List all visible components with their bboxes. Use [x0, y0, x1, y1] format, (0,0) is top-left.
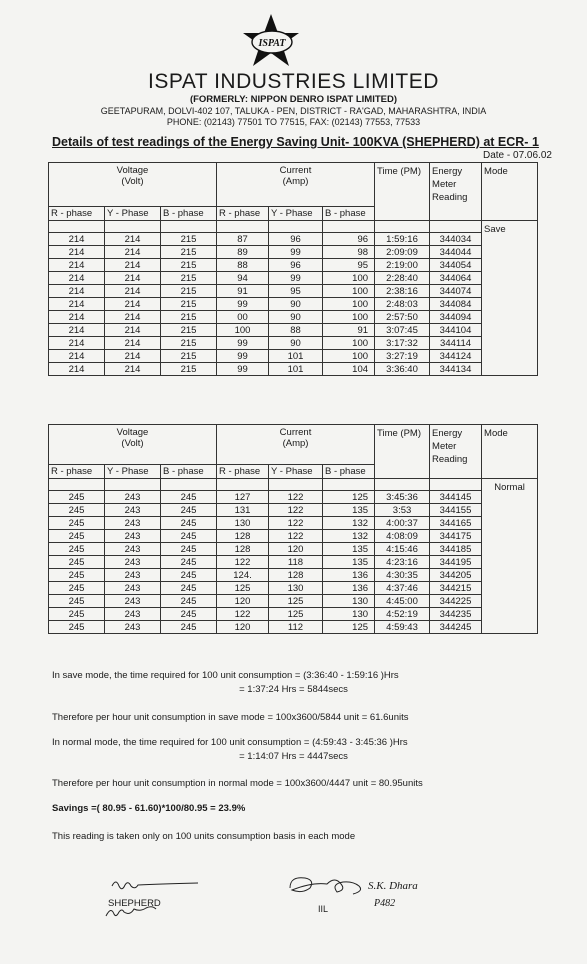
- table-cell: 130: [269, 582, 323, 595]
- table-cell: 130: [323, 608, 375, 621]
- table-cell: 124.: [217, 569, 269, 582]
- table-cell: 245: [161, 621, 217, 634]
- readings-table-normal: [48, 424, 538, 634]
- iil-label: IIL: [318, 904, 329, 914]
- calc-save-duration: = 1:37:24 Hrs = 5844secs: [239, 684, 348, 695]
- table-cell: 99: [217, 298, 269, 311]
- table-cell: 112: [269, 621, 323, 634]
- table-cell: 243: [105, 504, 161, 517]
- table-cell: 88: [269, 324, 323, 337]
- table-cell: 135: [323, 556, 375, 569]
- table-cell: 245: [49, 582, 105, 595]
- table-cell: 4:45:00: [375, 595, 430, 608]
- table-cell: 215: [161, 311, 217, 324]
- table-cell: 245: [161, 582, 217, 595]
- calc-save-per-hour: Therefore per hour unit consumption in save mode = 100x3600/5844 unit = 61.6units: [52, 712, 409, 723]
- table-cell: 4:00:37: [375, 517, 430, 530]
- table-cell: 2:09:09: [375, 246, 430, 259]
- energy-header: Energy Meter Reading: [430, 163, 482, 221]
- voltage-label: Voltage: [116, 427, 149, 438]
- table-cell: 100: [323, 298, 375, 311]
- table-cell: 95: [323, 259, 375, 272]
- table-cell: 90: [269, 337, 323, 350]
- table-cell: 245: [49, 556, 105, 569]
- dhara-name: S.K. Dhara: [368, 880, 418, 892]
- current-header: [217, 425, 375, 465]
- table-cell: 4:23:16: [375, 556, 430, 569]
- table-cell: 4:08:09: [375, 530, 430, 543]
- table-cell: 3:17:32: [375, 337, 430, 350]
- table-cell: 243: [105, 595, 161, 608]
- table-cell: 245: [161, 504, 217, 517]
- table-cell: 3:27:19: [375, 350, 430, 363]
- table-cell: 214: [105, 350, 161, 363]
- table-cell: 245: [161, 608, 217, 621]
- company-formerly: (FORMERLY: NIPPON DENRO ISPAT LIMITED): [189, 94, 398, 105]
- table-cell: 4:15:46: [375, 543, 430, 556]
- table-cell: 215: [161, 272, 217, 285]
- table-cell: 344074: [430, 285, 482, 298]
- table-cell: 243: [105, 608, 161, 621]
- table-cell: 245: [49, 621, 105, 634]
- table-row: [49, 543, 538, 556]
- calc-save-time: In save mode, the time required for 100 unit consumption = (3:36:40 - 1:59:16 )Hrs: [52, 670, 399, 681]
- table-cell: 215: [161, 246, 217, 259]
- table-row: [49, 324, 538, 337]
- table-cell: 214: [49, 246, 105, 259]
- calc-normal-per-hour: Therefore per hour unit consumption in normal mode = 100x3600/4447 unit = 80.95units: [52, 778, 423, 789]
- spacer-row: [49, 221, 538, 233]
- table-cell: 122: [269, 517, 323, 530]
- table-row: [49, 504, 538, 517]
- table-cell: 215: [161, 233, 217, 246]
- table-cell: 215: [161, 298, 217, 311]
- table-cell: 2:48:03: [375, 298, 430, 311]
- table-cell: 214: [105, 324, 161, 337]
- table-cell: 100: [217, 324, 269, 337]
- table-cell: 214: [49, 337, 105, 350]
- table-cell: 344195: [430, 556, 482, 569]
- table-cell: 344235: [430, 608, 482, 621]
- table-cell: 214: [49, 272, 105, 285]
- table-cell: 344175: [430, 530, 482, 543]
- phase-header: Y - Phase: [269, 207, 323, 221]
- table-cell: 245: [49, 608, 105, 621]
- table-cell: 344104: [430, 324, 482, 337]
- calc-normal-time: In normal mode, the time required for 100 unit consumption = (4:59:43 - 3:45:36 )Hrs: [52, 737, 408, 748]
- table-cell: 214: [105, 233, 161, 246]
- table-cell: 243: [105, 530, 161, 543]
- table-cell: 214: [49, 285, 105, 298]
- table-cell: 122: [269, 530, 323, 543]
- table-row: [49, 530, 538, 543]
- phase-header: Y - Phase: [269, 465, 323, 479]
- table-cell: 215: [161, 363, 217, 376]
- table-row: [49, 582, 538, 595]
- table-cell: 344134: [430, 363, 482, 376]
- current-unit: (Amp): [282, 176, 309, 187]
- table-row: [49, 246, 538, 259]
- table-cell: 2:28:40: [375, 272, 430, 285]
- table-cell: 215: [161, 285, 217, 298]
- table-cell: 245: [49, 569, 105, 582]
- table-cell: 214: [49, 324, 105, 337]
- logo-text: ISPAT: [258, 38, 286, 49]
- table-row: [49, 259, 538, 272]
- table-cell: 136: [323, 569, 375, 582]
- table-cell: 214: [105, 246, 161, 259]
- table-cell: 98: [323, 246, 375, 259]
- table-cell: 215: [161, 259, 217, 272]
- table-cell: 344044: [430, 246, 482, 259]
- table-cell: 4:30:35: [375, 569, 430, 582]
- table-cell: 214: [49, 311, 105, 324]
- current-unit: (Amp): [282, 438, 309, 449]
- phase-header: B - phase: [323, 465, 375, 479]
- document-title: Details of test readings of the Energy Saving Unit- 100KVA (SHEPHERD) at ECR- 1: [52, 135, 539, 149]
- table-cell: 214: [105, 298, 161, 311]
- phase-header: Y - Phase: [105, 207, 161, 221]
- table-cell: 135: [323, 543, 375, 556]
- table-cell: 132: [323, 517, 375, 530]
- table-cell: 215: [161, 350, 217, 363]
- calc-normal-duration: = 1:14:07 Hrs = 4447secs: [239, 751, 348, 762]
- table-row: [49, 350, 538, 363]
- table-cell: 243: [105, 517, 161, 530]
- voltage-header: [49, 163, 217, 207]
- table-cell: 99: [269, 246, 323, 259]
- table-cell: 344245: [430, 621, 482, 634]
- table-cell: 243: [105, 569, 161, 582]
- table-cell: 214: [49, 350, 105, 363]
- table-row: [49, 363, 538, 376]
- table-cell: 214: [49, 259, 105, 272]
- table-cell: 90: [269, 311, 323, 324]
- table-cell: 2:19:00: [375, 259, 430, 272]
- table-cell: 344054: [430, 259, 482, 272]
- table-cell: 344114: [430, 337, 482, 350]
- table-row: [49, 517, 538, 530]
- table-cell: 118: [269, 556, 323, 569]
- voltage-label: Voltage: [116, 165, 149, 176]
- table-cell: 100: [323, 285, 375, 298]
- table-cell: 128: [217, 530, 269, 543]
- table-cell: 214: [105, 337, 161, 350]
- table-cell: 100: [323, 350, 375, 363]
- table-cell: 214: [105, 259, 161, 272]
- spacer-row: [49, 479, 538, 491]
- table-cell: 131: [217, 504, 269, 517]
- table-cell: 89: [217, 246, 269, 259]
- table-cell: 120: [269, 543, 323, 556]
- company-phone: PHONE: (02143) 77501 TO 77515, FAX: (02143) 77553, 77533: [166, 117, 421, 127]
- table-cell: 100: [323, 337, 375, 350]
- table-cell: 125: [217, 582, 269, 595]
- mode-value: Save: [482, 221, 538, 376]
- table-cell: 344094: [430, 311, 482, 324]
- table-cell: 99: [217, 337, 269, 350]
- table-cell: 2:38:16: [375, 285, 430, 298]
- table-cell: 120: [217, 621, 269, 634]
- table-row: [49, 285, 538, 298]
- table-cell: 95: [269, 285, 323, 298]
- phase-header: R - phase: [49, 207, 105, 221]
- table-cell: 100: [323, 272, 375, 285]
- table-cell: 3:45:36: [375, 491, 430, 504]
- table-cell: 136: [323, 582, 375, 595]
- table-cell: 104: [323, 363, 375, 376]
- table-cell: 122: [269, 504, 323, 517]
- table-cell: 90: [269, 298, 323, 311]
- mode-header: Mode: [482, 425, 538, 479]
- table-cell: 87: [217, 233, 269, 246]
- table-cell: 344225: [430, 595, 482, 608]
- table-cell: 125: [323, 621, 375, 634]
- table-cell: 4:37:46: [375, 582, 430, 595]
- table-cell: 245: [161, 595, 217, 608]
- table-cell: 245: [161, 543, 217, 556]
- phase-header: R - phase: [49, 465, 105, 479]
- table-cell: 3:53: [375, 504, 430, 517]
- table-cell: 122: [269, 491, 323, 504]
- table-cell: 101: [269, 350, 323, 363]
- table-cell: 245: [49, 530, 105, 543]
- table-cell: 214: [105, 311, 161, 324]
- shepherd-label: SHEPHERD: [108, 898, 161, 909]
- calc-note: This reading is taken only on 100 units consumption basis in each mode: [52, 831, 356, 842]
- table-cell: 1:59:16: [375, 233, 430, 246]
- current-header: [217, 163, 375, 207]
- table-cell: 91: [323, 324, 375, 337]
- table-cell: 125: [323, 491, 375, 504]
- dhara-code: P482: [374, 898, 396, 909]
- table-cell: 99: [269, 272, 323, 285]
- document-date: Date - 07.06.02: [483, 150, 552, 161]
- table-cell: 130: [217, 517, 269, 530]
- table-cell: 214: [49, 363, 105, 376]
- table-cell: 215: [161, 337, 217, 350]
- table-cell: 94: [217, 272, 269, 285]
- phase-header: B - phase: [161, 207, 217, 221]
- table-cell: 130: [323, 595, 375, 608]
- table-row: [49, 337, 538, 350]
- table-cell: 96: [269, 259, 323, 272]
- table-cell: 245: [161, 556, 217, 569]
- table-row: [49, 272, 538, 285]
- current-label: Current: [279, 427, 312, 438]
- company-address: GEETAPURAM, DOLVI-402 107, TALUKA - PEN, DISTRICT - RA'GAD, MAHARASHTRA, INDIA: [100, 106, 487, 116]
- table-cell: 214: [49, 298, 105, 311]
- time-header: Time (PM): [375, 163, 430, 221]
- table-cell: 101: [269, 363, 323, 376]
- table-cell: 96: [269, 233, 323, 246]
- table-cell: 245: [161, 569, 217, 582]
- table-cell: 344034: [430, 233, 482, 246]
- table-cell: 4:52:19: [375, 608, 430, 621]
- table-cell: 245: [49, 517, 105, 530]
- table-cell: 125: [269, 608, 323, 621]
- table-cell: 344155: [430, 504, 482, 517]
- readings-table-save: [48, 162, 538, 376]
- mode-header: Mode: [482, 163, 538, 221]
- table-cell: 243: [105, 491, 161, 504]
- iil-signature: [280, 868, 380, 908]
- table-row: [49, 298, 538, 311]
- voltage-unit: (Volt): [121, 438, 144, 449]
- table-row: [49, 491, 538, 504]
- table-cell: 344215: [430, 582, 482, 595]
- table-cell: 132: [323, 530, 375, 543]
- table-row: [49, 595, 538, 608]
- time-header: Time (PM): [375, 425, 430, 479]
- phase-header: Y - Phase: [105, 465, 161, 479]
- table-cell: 3:36:40: [375, 363, 430, 376]
- table-cell: 245: [161, 491, 217, 504]
- table-row: [49, 233, 538, 246]
- table-cell: 245: [49, 504, 105, 517]
- table-row: [49, 311, 538, 324]
- table-cell: 243: [105, 582, 161, 595]
- table-cell: 99: [217, 350, 269, 363]
- table-cell: 3:07:45: [375, 324, 430, 337]
- table-cell: 245: [161, 530, 217, 543]
- table-cell: 214: [105, 363, 161, 376]
- table-cell: 243: [105, 621, 161, 634]
- table-cell: 122: [217, 608, 269, 621]
- table-cell: 214: [105, 285, 161, 298]
- calc-savings: Savings =( 80.95 - 61.60)*100/80.95 = 23.9%: [52, 803, 246, 814]
- table-cell: 00: [217, 311, 269, 324]
- energy-header: Energy Meter Reading: [430, 425, 482, 479]
- table-cell: 344084: [430, 298, 482, 311]
- table-cell: 4:59:43: [375, 621, 430, 634]
- table-cell: 214: [49, 233, 105, 246]
- phase-header: R - phase: [217, 465, 269, 479]
- current-label: Current: [279, 165, 312, 176]
- ispat-logo: [238, 12, 304, 70]
- table-cell: 215: [161, 324, 217, 337]
- table-cell: 128: [269, 569, 323, 582]
- table-cell: 96: [323, 233, 375, 246]
- table-cell: 344165: [430, 517, 482, 530]
- table-cell: 100: [323, 311, 375, 324]
- phase-header: B - phase: [161, 465, 217, 479]
- table-cell: 122: [217, 556, 269, 569]
- table-cell: 135: [323, 504, 375, 517]
- table-cell: 245: [161, 517, 217, 530]
- phase-header: R - phase: [217, 207, 269, 221]
- table-cell: 127: [217, 491, 269, 504]
- table-cell: 214: [105, 272, 161, 285]
- table-cell: 88: [217, 259, 269, 272]
- table-cell: 344064: [430, 272, 482, 285]
- phase-header: B - phase: [323, 207, 375, 221]
- table-cell: 344145: [430, 491, 482, 504]
- table-cell: 91: [217, 285, 269, 298]
- table-row: [49, 569, 538, 582]
- table-row: [49, 621, 538, 634]
- table-cell: 2:57:50: [375, 311, 430, 324]
- table-cell: 125: [269, 595, 323, 608]
- table-cell: 120: [217, 595, 269, 608]
- mode-value: Normal: [482, 479, 538, 634]
- table-cell: 344205: [430, 569, 482, 582]
- table-cell: 245: [49, 491, 105, 504]
- table-cell: 243: [105, 556, 161, 569]
- table-cell: 245: [49, 595, 105, 608]
- company-name: ISPAT INDUSTRIES LIMITED: [148, 70, 439, 93]
- table-cell: 344185: [430, 543, 482, 556]
- table-cell: 99: [217, 363, 269, 376]
- table-cell: 128: [217, 543, 269, 556]
- shepherd-signature: [100, 872, 210, 922]
- table-cell: 245: [49, 543, 105, 556]
- table-cell: 243: [105, 543, 161, 556]
- table-cell: 344124: [430, 350, 482, 363]
- voltage-unit: (Volt): [121, 176, 144, 187]
- table-row: [49, 556, 538, 569]
- table-row: [49, 608, 538, 621]
- voltage-header: [49, 425, 217, 465]
